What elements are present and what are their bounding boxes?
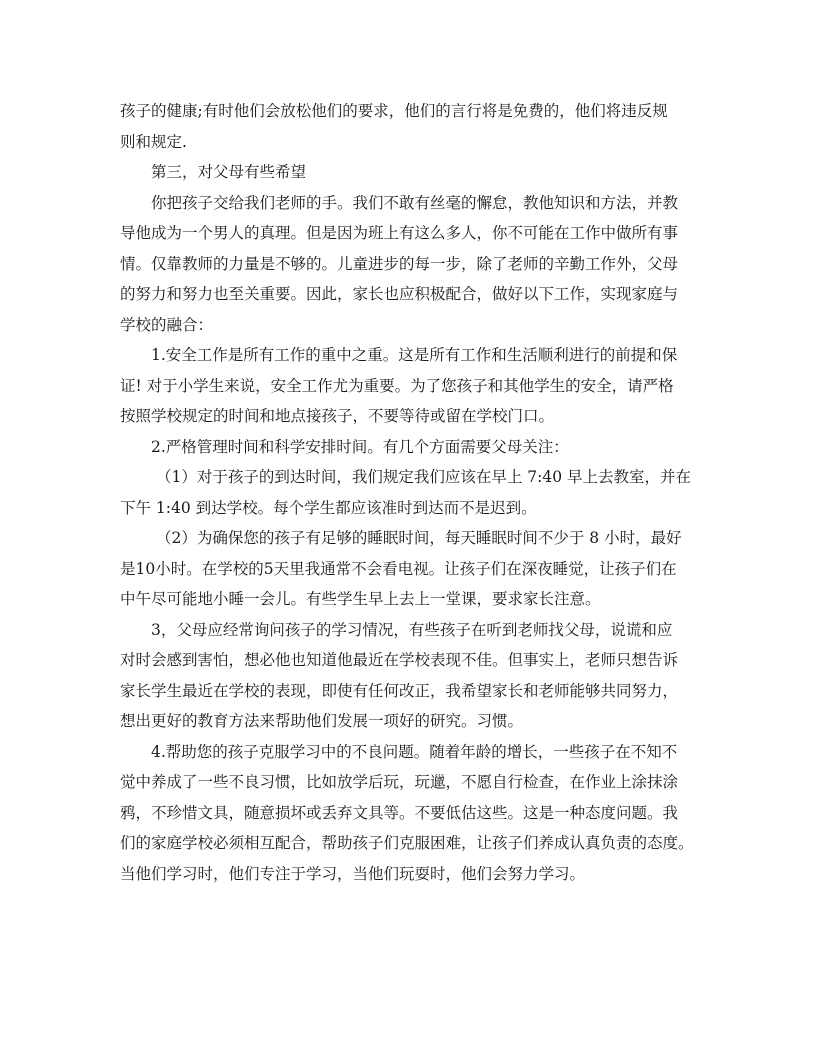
document-page bbox=[120, 96, 710, 889]
section-heading: 第三，对父母有些希望 bbox=[151, 163, 307, 181]
text-line: 想出更好的教育方法来帮助他们发展一项好的研究。习惯。 bbox=[120, 712, 524, 730]
text-line: 家长学生最近在学校的表现，即使有任何改正，我希望家长和老师能够共同努力， bbox=[120, 681, 679, 700]
text-line: 对时会感到害怕，想必他也知道他最近在学校表现不佳。但事实上，老师只想告诉 bbox=[120, 651, 679, 669]
text-line: 导他成为一个男人的真理。但是因为班上有这么多人，你不可能在工作中做所有事 bbox=[120, 224, 679, 242]
text-line: 按照学校规定的时间和地点接孩子，不要等待或留在学校门口。 bbox=[120, 407, 555, 425]
text-line: 的努力和努力也至关重要。因此，家长也应积极配合，做好以下工作，实现家庭与 bbox=[120, 285, 679, 303]
sub-item-2: （2）为确保您的孩子有足够的睡眠时间，每天睡眠时间不少于 8 小时，最好 bbox=[156, 529, 682, 547]
text-line: 鸦，不珍惜文具，随意损坏或丢弃文具等。不要低估这些。这是一种态度问题。我 bbox=[120, 803, 679, 822]
paragraph-start: 你把孩子交给我们老师的手。我们不敢有丝毫的懈怠，教他知识和方法，并教 bbox=[151, 193, 679, 212]
text-line: 情。仅靠教师的力量是不够的。儿童进步的每一步，除了老师的辛勤工作外，父母 bbox=[120, 254, 679, 273]
text-line: 下午 1:40 到达学校。每个学生都应该准时到达而不是迟到。 bbox=[120, 498, 537, 517]
list-item-4: 4.帮助您的孩子克服学习中的不良问题。随着年龄的增长，一些孩子在不知不 bbox=[151, 742, 678, 761]
text-line: 证! 对于小学生来说，安全工作尤为重要。为了您孩子和其他学生的安全，请严格 bbox=[120, 376, 674, 395]
text-line: 中午尽可能地小睡一会儿。有些学生早上去上一堂课，要求家长注意。 bbox=[120, 590, 601, 608]
sub-item-1: （1）对于孩子的到达时间，我们规定我们应该在早上 7:40 早上去教室，并在 bbox=[156, 468, 692, 486]
text-line: 孩子的健康;有时他们会放松他们的要求，他们的言行将是免费的，他们将违反规 bbox=[120, 102, 668, 120]
list-item-3: 3，父母应经常询问孩子的学习情况，有些孩子在听到老师找父母，说谎和应 bbox=[151, 620, 673, 639]
text-line: 当他们学习时，他们专注于学习，当他们玩耍时，他们会努力学习。 bbox=[120, 864, 586, 883]
text-line: 是10小时。在学校的5天里我通常不会看电视。让孩子们在深夜睡觉，让孩子们在 bbox=[120, 559, 677, 578]
text-line: 觉中养成了一些不良习惯，比如放学后玩，玩邋，不愿自行检查，在作业上涂抹涂 bbox=[120, 773, 679, 791]
text-line: 学校的融合： bbox=[120, 315, 214, 334]
list-item-1: 1.安全工作是所有工作的重中之重。这是所有工作和生活顺利进行的前提和保 bbox=[151, 346, 678, 364]
text-line: 则和规定. bbox=[120, 132, 187, 151]
text-line: 们的家庭学校必须相互配合，帮助孩子们克服困难，让孩子们养成认真负责的态度。 bbox=[120, 834, 694, 852]
list-item-2: 2.严格管理时间和科学安排时间。有几个方面需要父母关注： bbox=[151, 437, 569, 456]
